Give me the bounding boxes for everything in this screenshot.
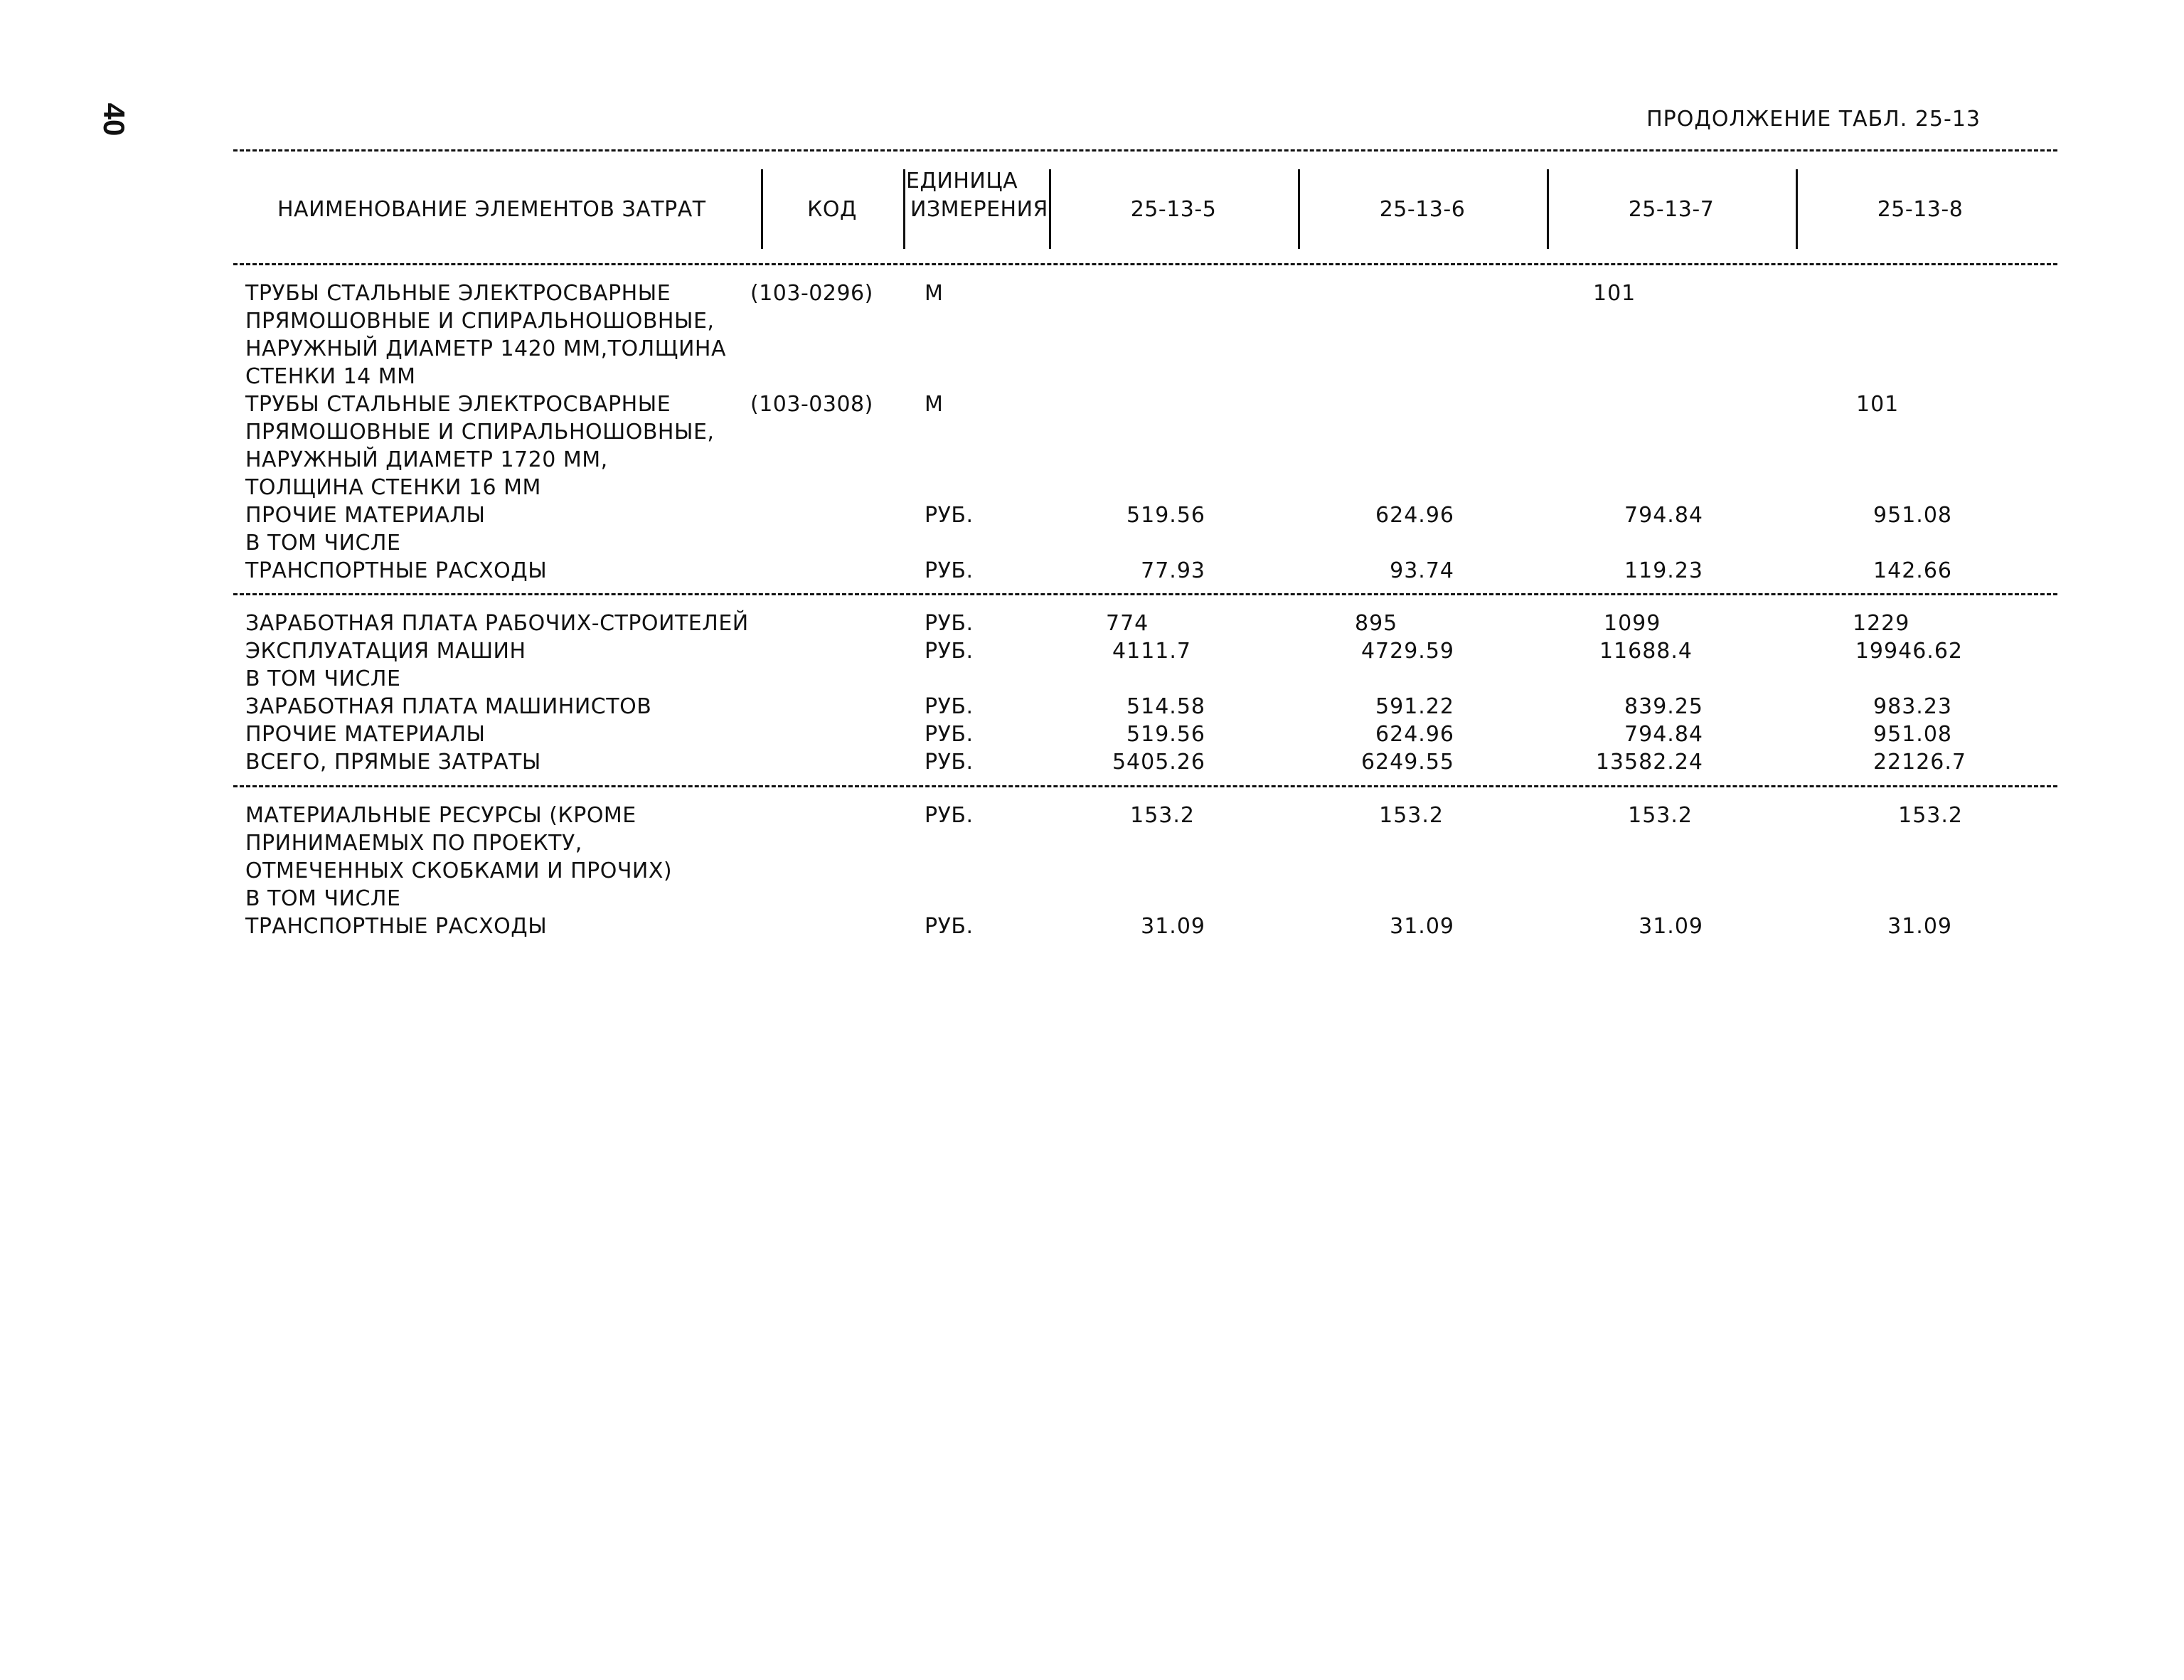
cell-value: 839.25	[1624, 694, 1703, 719]
cell-value: 11688.4	[1599, 639, 1693, 664]
header-col-25-13-6: 25-13-6	[1379, 197, 1466, 222]
row-unit: РУБ.	[925, 914, 974, 939]
cell-value: 895	[1355, 611, 1398, 636]
row-name: МАТЕРИАЛЬНЫЕ РЕСУРСЫ (КРОМЕ	[245, 803, 636, 828]
cell-value: 142.66	[1873, 558, 1952, 583]
cell-value: 119.23	[1624, 558, 1703, 583]
cell-value: 19946.62	[1855, 639, 1963, 664]
row-name: ВСЕГО, ПРЯМЫЕ ЗАТРАТЫ	[245, 750, 541, 775]
header-col-25-13-7: 25-13-7	[1628, 197, 1715, 222]
cell-value: 4111.7	[1112, 639, 1191, 664]
row-unit: М	[925, 281, 944, 306]
cell-value: 1229	[1853, 611, 1910, 636]
row-name: НАРУЖНЫЙ ДИАМЕТР 1720 ММ,	[245, 447, 608, 472]
row-unit: РУБ.	[925, 750, 974, 775]
row-name: ОТМЕЧЕННЫХ СКОБКАМИ И ПРОЧИХ)	[245, 858, 673, 883]
cell-value: 31.09	[1390, 914, 1454, 939]
row-name: В ТОМ ЧИСЛЕ	[245, 886, 401, 911]
row-name: ТРУБЫ СТАЛЬНЫЕ ЭЛЕКТРОСВАРНЫЕ	[245, 392, 671, 417]
row-unit: РУБ.	[925, 722, 974, 747]
row-unit: РУБ.	[925, 803, 974, 828]
header-separator	[1049, 169, 1051, 249]
cell-value: 5405.26	[1112, 750, 1205, 775]
header-separator	[1796, 169, 1798, 249]
row-unit: РУБ.	[925, 503, 974, 528]
cell-value: 101	[1856, 392, 1900, 417]
cell-value: 153.2	[1628, 803, 1693, 828]
cell-value: 93.74	[1390, 558, 1454, 583]
row-unit: РУБ.	[925, 558, 974, 583]
row-name: СТЕНКИ 14 ММ	[245, 364, 416, 389]
page-number: 40	[97, 102, 131, 137]
row-code: (103-0308)	[750, 392, 873, 417]
header-col-25-13-8: 25-13-8	[1877, 197, 1964, 222]
row-name: В ТОМ ЧИСЛЕ	[245, 531, 401, 555]
row-name: ПРОЧИЕ МАТЕРИАЛЫ	[245, 503, 486, 528]
row-name: НАРУЖНЫЙ ДИАМЕТР 1420 ММ,ТОЛЩИНА	[245, 336, 726, 361]
row-name: ТРАНСПОРТНЫЕ РАСХОДЫ	[245, 914, 548, 939]
header-separator	[1298, 169, 1300, 249]
cell-value: 22126.7	[1873, 750, 1966, 775]
table-continuation-title: ПРОДОЛЖЕНИЕ ТАБЛ. 25-13	[1646, 107, 1981, 132]
cell-value: 153.2	[1898, 803, 1963, 828]
cell-value: 77.93	[1141, 558, 1205, 583]
row-code: (103-0296)	[750, 281, 873, 306]
row-name: ПРИНИМАЕМЫХ ПО ПРОЕКТУ,	[245, 831, 582, 856]
header-name: НАИМЕНОВАНИЕ ЭЛЕМЕНТОВ ЗАТРАТ	[277, 197, 706, 222]
header-unit-line2: ИЗМЕРЕНИЯ	[910, 197, 1048, 222]
cell-value: 519.56	[1126, 503, 1205, 528]
cell-value: 519.56	[1126, 722, 1205, 747]
cell-value: 624.96	[1375, 503, 1454, 528]
row-name: ПРЯМОШОВНЫЕ И СПИРАЛЬНОШОВНЫЕ,	[245, 420, 715, 445]
header-code: КОД	[807, 197, 857, 222]
header-unit-line1: ЕДИНИЦА	[906, 169, 1018, 193]
cell-value: 31.09	[1639, 914, 1703, 939]
cell-value: 794.84	[1624, 722, 1703, 747]
section-divider	[233, 593, 2057, 595]
row-name: ТРУБЫ СТАЛЬНЫЕ ЭЛЕКТРОСВАРНЫЕ	[245, 281, 671, 306]
header-separator	[1547, 169, 1549, 249]
cell-value: 4729.59	[1360, 639, 1454, 664]
cell-value: 101	[1593, 281, 1636, 306]
row-unit: РУБ.	[925, 611, 974, 636]
cell-value: 153.2	[1379, 803, 1444, 828]
header-col-25-13-5: 25-13-5	[1130, 197, 1217, 222]
row-name: ПРОЧИЕ МАТЕРИАЛЫ	[245, 722, 486, 747]
row-name: ТОЛЩИНА СТЕНКИ 16 ММ	[245, 475, 541, 500]
row-unit: М	[925, 392, 944, 417]
row-unit: РУБ.	[925, 694, 974, 719]
header-top-divider	[233, 149, 2057, 151]
row-name: ПРЯМОШОВНЫЕ И СПИРАЛЬНОШОВНЫЕ,	[245, 309, 715, 334]
cell-value: 951.08	[1873, 722, 1952, 747]
header-separator	[903, 169, 905, 249]
cell-value: 951.08	[1873, 503, 1952, 528]
cell-value: 624.96	[1375, 722, 1454, 747]
cell-value: 153.2	[1130, 803, 1195, 828]
cell-value: 983.23	[1873, 694, 1952, 719]
cell-value: 774	[1106, 611, 1149, 636]
row-name: ЗАРАБОТНАЯ ПЛАТА МАШИНИСТОВ	[245, 694, 652, 719]
cell-value: 6249.55	[1360, 750, 1454, 775]
header-bottom-divider	[233, 263, 2057, 265]
cell-value: 794.84	[1624, 503, 1703, 528]
cell-value: 31.09	[1141, 914, 1205, 939]
cell-value: 514.58	[1126, 694, 1205, 719]
row-name: ЭКСПЛУАТАЦИЯ МАШИН	[245, 639, 526, 664]
row-name: В ТОМ ЧИСЛЕ	[245, 666, 401, 691]
row-unit: РУБ.	[925, 639, 974, 664]
section-divider	[233, 785, 2057, 787]
cell-value: 591.22	[1375, 694, 1454, 719]
header-separator	[761, 169, 763, 249]
row-name: ТРАНСПОРТНЫЕ РАСХОДЫ	[245, 558, 548, 583]
cell-value: 1099	[1604, 611, 1661, 636]
row-name: ЗАРАБОТНАЯ ПЛАТА РАБОЧИХ-СТРОИТЕЛЕЙ	[245, 611, 749, 636]
cell-value: 13582.24	[1595, 750, 1703, 775]
cell-value: 31.09	[1887, 914, 1952, 939]
